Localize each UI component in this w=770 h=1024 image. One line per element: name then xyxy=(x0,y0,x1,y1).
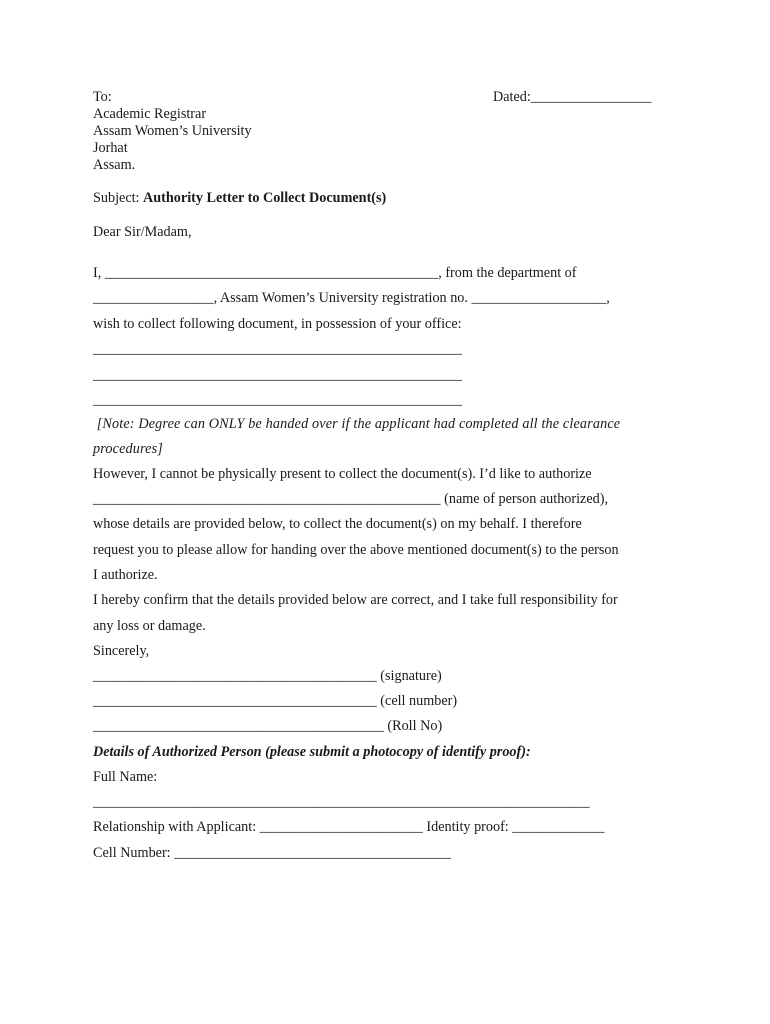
body-line-5: _________________________________________________ (name of person authorized), xyxy=(93,491,609,507)
body-line-7: request you to please allow for handing over the above mentioned document(s) to the person xyxy=(93,542,619,558)
authorized-cell-number-line: Cell Number: _______________________________________ xyxy=(93,845,451,861)
note-line-1: [Note: Degree can ONLY be handed over if the applicant had completed all the clearance xyxy=(93,416,621,432)
note-line-2: procedures] xyxy=(93,441,163,457)
roll-no-line: _________________________________________ (Roll No) xyxy=(93,718,443,734)
body-line-9: I hereby confirm that the details provided below are correct, and I take full responsibility for xyxy=(93,592,618,608)
authorized-person-heading: Details of Authorized Person (please submit a photocopy of identify proof): xyxy=(93,744,531,760)
subject-text: Authority Letter to Collect Document(s) xyxy=(143,190,387,206)
document-blank-1: ____________________________________________________ xyxy=(93,341,462,357)
body-line-3: wish to collect following document, in possession of your office: xyxy=(93,316,462,332)
dated-field: Dated:_________________ xyxy=(493,89,652,105)
body-line-2: _________________, Assam Women’s University registration no. ___________________, xyxy=(93,290,610,306)
relationship-line: Relationship with Applicant: _______________________ Identity proof: _____________ xyxy=(93,819,605,835)
document-blank-2: ____________________________________________________ xyxy=(93,367,462,383)
body-line-1: I, _______________________________________________, from the department of xyxy=(93,265,577,281)
full-name-blank: ______________________________________________________________________ xyxy=(93,794,590,810)
closing: Sincerely, xyxy=(93,643,150,659)
salutation: Dear Sir/Madam, xyxy=(93,224,192,240)
recipient-state: Assam. xyxy=(93,157,136,173)
body-line-8: I authorize. xyxy=(93,567,158,583)
to-label: To: xyxy=(93,89,112,105)
subject-line xyxy=(93,190,386,207)
body-line-4: However, I cannot be physically present to collect the document(s). I’d like to authorize xyxy=(93,466,592,482)
cell-number-line: ________________________________________ (cell number) xyxy=(93,693,458,709)
body-line-10: any loss or damage. xyxy=(93,618,206,634)
full-name-label: Full Name: xyxy=(93,769,158,785)
document-blank-3: ____________________________________________________ xyxy=(93,392,462,408)
body-line-6: whose details are provided below, to collect the document(s) on my behalf. I therefore xyxy=(93,516,582,532)
recipient-city: Jorhat xyxy=(93,140,128,156)
recipient-title: Academic Registrar xyxy=(93,106,207,122)
signature-line: ________________________________________ (signature) xyxy=(93,668,442,684)
subject-label: Subject: xyxy=(93,190,144,206)
recipient-institution: Assam Women’s University xyxy=(93,123,252,139)
